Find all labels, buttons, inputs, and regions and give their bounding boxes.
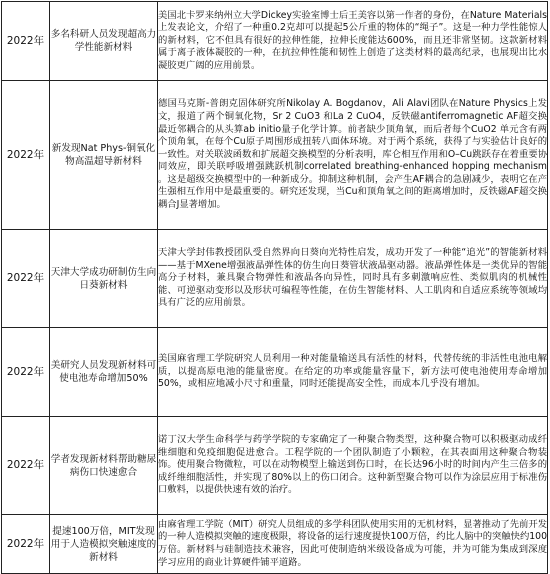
new-materials-table <box>1 1 548 574</box>
description-cell: 美国麻省理工学院研究人员利用一种对能量输送具有活性的材料，代替传统的非活性电池电解质，以提高原电池的能量密度。在给定的功率或能量容量下，新方法可使电池使用寿命增加50%，或相应地减小尺寸和重量，同时还能提高安全性，而成本几乎没有增加。 <box>158 328 548 417</box>
table-row <box>2 230 548 328</box>
topic-cell: 美研究人员发现新材料可使电池寿命增加50% <box>50 328 158 417</box>
topic-cell: 新发现Nat Phys-铜氧化物高温超导新材料 <box>50 81 158 230</box>
year-cell: 2022年 <box>2 328 50 417</box>
table-row <box>2 515 548 574</box>
topic-cell: 提速100万倍，MIT发现用于人造模拟突触速度的新材料 <box>50 515 158 574</box>
description-cell: 天津大学封伟教授团队受自然界向日葵向光特性启发，成功开发了一种能“追光”的智能新材料——基于MXene增强液晶弹性体的仿生向日葵管状液晶驱动器。液晶弹性体是一类优异的智能高分子材料，兼具聚合物弹性和液晶各向异性，同时具有多刺激响应性、类似肌肉的机械性能、可逆驱动变形以及形状可编程等性能，在仿生智能材料、人工肌肉和自适应系统等领域均具有广泛的应用前景。 <box>158 230 548 328</box>
description-cell: 德国马克斯-普朗克固体研究所Nikolay A. Bogdanov，Ali Alavi团队在Nature Physics上发文，报道了两个铜氧化物，Sr 2 CuO3 和La 2 CuO4，反铁磁antiferromagnetic AF超交换最近邻耦合的从头算ab initio量子化学计算。前者缺少顶角氧，而后者每个CuO2 单元含有两个顶角氧，在每个Cu原子周围形成扭转八面体环境。对于两个系统，获得了与实验估计良好的一致性。对关联波函数和扩展超交换模型的分析表明，库仑相互作用和O–Cu跳跃存在着重要协同效应，即关联呼吸增强跳跃机制correlated breathing-enhanced hopping mechanism 。这是超级交换模型中的一种新成分。抑制这种机制，会产生AF耦合的急剧减少，表明它在产生强相互作用中是最重要的。研究还发现，当Cu和顶角氧之间的距离增加时，反铁磁AF超交换耦合J显著增加。 <box>158 81 548 230</box>
year-cell: 2022年 <box>2 515 50 574</box>
description-cell: 由麻省理工学院（MIT）研究人员组成的多学科团队使用实用的无机材料，显著推动了先前开发的一种人造模拟突触的速度极限，将设备的运行速度提快100万倍，约比人脑中的突触快约100万倍。新材料与硅制造技术兼容，因此可使制造纳米级设备成为可能，并为可能为集成到深度学习应用的商业计算硬件铺平道路。 <box>158 515 548 574</box>
topic-cell: 天津大学成功研制仿生向日葵新材料 <box>50 230 158 328</box>
table-row <box>2 81 548 230</box>
topic-cell: 多名科研人员发现超高力学性能新材料 <box>50 2 158 81</box>
table-row <box>2 2 548 81</box>
year-cell: 2022年 <box>2 81 50 230</box>
table-row <box>2 328 548 417</box>
year-cell: 2022年 <box>2 230 50 328</box>
year-cell: 2022年 <box>2 417 50 515</box>
topic-cell: 学者发现新材料帮助糖尿病伤口快速愈合 <box>50 417 158 515</box>
table-row <box>2 417 548 515</box>
year-cell: 2022年 <box>2 2 50 81</box>
description-cell: 诺丁汉大学生命科学与药学学院的专家确定了一种聚合物类型，这种聚合物可以积极驱动成纤维细胞和免疫细胞促进愈合。工程学院的一个团队制造了小颗粒，在其表面用这种聚合物装饰。使用聚合物微粒，可以在动物模型上输送到伤口时，在长达96小时的时间内产生三倍多的成纤维细胞活性，并实现了80%以上的伤口闭合。这种新型聚合物可以作为涂层应用于标准伤口敷料，以提供快速有效的治疗。 <box>158 417 548 515</box>
description-cell: 美国北卡罗来纳州立大学Dickey实验室博士后王美容以第一作者的身份，在Nature Materials 上发表论文，介绍了一种重0.2克却可以提起5公斤重的物体的“绳子”。这是一种力学性能惊人的新材料，它不但具有很好的拉伸性能，拉伸长度能达600%，而且还非常坚韧。这款新材料属于离子液体凝胶的一种，在抗拉伸性能和韧性上创造了这类材料的最高纪录，也展现出比水凝胶更广阔的应用前景。 <box>158 2 548 81</box>
